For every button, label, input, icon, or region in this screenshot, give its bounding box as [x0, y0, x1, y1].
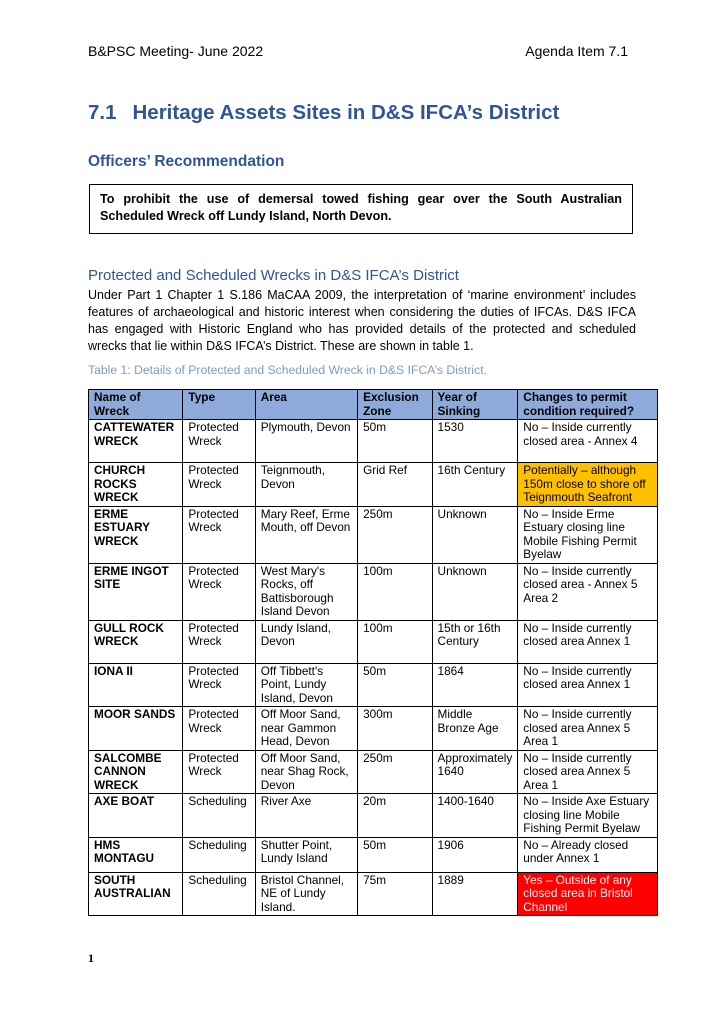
- header-changes: Changes to permit condition required?: [518, 390, 658, 420]
- cell-name: GULL ROCK WRECK: [89, 620, 183, 663]
- cell-year: Approximately 1640: [432, 750, 518, 794]
- table-row: [89, 620, 658, 663]
- cell-year: 1864: [432, 663, 518, 707]
- cell-type: Protected Wreck: [183, 506, 255, 563]
- cell-changes: No – Inside Erme Estuary closing line Mobile Fishing Permit Byelaw: [518, 506, 658, 563]
- cell-changes: No – Inside currently closed area Annex 1: [518, 663, 658, 707]
- table-row: [89, 837, 658, 872]
- cell-changes: No – Already closed under Annex 1: [518, 837, 658, 872]
- cell-year: 16th Century: [432, 463, 518, 507]
- cell-type: Protected Wreck: [183, 463, 255, 507]
- cell-type: Protected Wreck: [183, 620, 255, 663]
- cell-year: 15th or 16th Century: [432, 620, 518, 663]
- cell-zone: 250m: [358, 506, 432, 563]
- cell-name: AXE BOAT: [89, 794, 183, 838]
- cell-name: SALCOMBE CANNON WRECK: [89, 750, 183, 794]
- cell-type: Protected Wreck: [183, 420, 255, 463]
- page-number: 1: [88, 951, 94, 965]
- cell-changes: No – Inside currently closed area Annex 1: [518, 620, 658, 663]
- cell-zone: 50m: [358, 837, 432, 872]
- cell-changes: No – Inside currently closed area - Annex 4: [518, 420, 658, 463]
- cell-zone: 300m: [358, 707, 432, 751]
- wrecks-table: [88, 389, 658, 916]
- cell-area: Off Tibbett's Point, Lundy Island, Devon: [255, 663, 357, 707]
- cell-zone: 50m: [358, 420, 432, 463]
- header-year: Year of Sinking: [432, 390, 518, 420]
- cell-area: Lundy Island, Devon: [255, 620, 357, 663]
- cell-year: Unknown: [432, 506, 518, 563]
- section-heading: Protected and Scheduled Wrecks in D&S IFCA’s District: [88, 267, 459, 284]
- body-paragraph: Under Part 1 Chapter 1 S.186 MaCAA 2009, the interpretation of ‘marine environment’ includes features of archaeological and historic interest when considering the duties of IFCAs. D&S IFCA has engaged with Historic England who has provided details of the protected and scheduled wrecks that lie within D&S IFCA’s District. These are shown in table 1.: [88, 288, 636, 353]
- header-meeting: B&PSC Meeting- June 2022: [88, 43, 264, 59]
- cell-type: Protected Wreck: [183, 750, 255, 794]
- table-row: [89, 707, 658, 751]
- cell-name: CHURCH ROCKS WRECK: [89, 463, 183, 507]
- cell-area: West Mary's Rocks, off Battisborough Island Devon: [255, 563, 357, 620]
- cell-year: 1400-1640: [432, 794, 518, 838]
- cell-changes-text: Yes – Outside of any closed area in Bristol Channel: [523, 872, 633, 914]
- cell-type: Scheduling: [183, 794, 255, 838]
- cell-area: Bristol Channel, NE of Lundy Island.: [255, 872, 357, 916]
- cell-changes: No – Inside currently closed area Annex 5 Area 1: [518, 750, 658, 794]
- section-number: 7.1: [88, 101, 117, 124]
- recommendation-box: To prohibit the use of demersal towed fishing gear over the South Australian Scheduled Wreck off Lundy Island, North Devon.: [89, 184, 633, 234]
- table-row: [89, 872, 658, 916]
- cell-area: Shutter Point, Lundy Island: [255, 837, 357, 872]
- cell-name: ERME ESTUARY WRECK: [89, 506, 183, 563]
- cell-name: ERME INGOT SITE: [89, 563, 183, 620]
- table-row: [89, 563, 658, 620]
- cell-type: Scheduling: [183, 872, 255, 916]
- table-caption: Table 1: Details of Protected and Scheduled Wreck in D&S IFCA’s District.: [88, 363, 487, 377]
- cell-year: 1530: [432, 420, 518, 463]
- cell-name: IONA II: [89, 663, 183, 707]
- title-text: Heritage Assets Sites in D&S IFCA’s District: [132, 101, 560, 124]
- table-row: [89, 750, 658, 794]
- cell-zone: 20m: [358, 794, 432, 838]
- cell-type: Protected Wreck: [183, 663, 255, 707]
- cell-year: Unknown: [432, 563, 518, 620]
- cell-zone: 250m: [358, 750, 432, 794]
- cell-area: Off Moor Sand, near Gammon Head, Devon: [255, 707, 357, 751]
- cell-name: MOOR SANDS: [89, 707, 183, 751]
- cell-year: Middle Bronze Age: [432, 707, 518, 751]
- cell-area: Off Moor Sand, near Shag Rock, Devon: [255, 750, 357, 794]
- recommendation-heading: Officers’ Recommendation: [88, 153, 285, 170]
- cell-zone: 100m: [358, 563, 432, 620]
- cell-name: HMS MONTAGU: [89, 837, 183, 872]
- cell-area: Plymouth, Devon: [255, 420, 357, 463]
- cell-changes: No – Inside Axe Estuary closing line Mobile Fishing Permit Byelaw: [518, 794, 658, 838]
- table-row: [89, 463, 658, 507]
- table-row: [89, 663, 658, 707]
- cell-type: Protected Wreck: [183, 563, 255, 620]
- cell-zone: Grid Ref: [358, 463, 432, 507]
- table-row: [89, 794, 658, 838]
- header-area: Area: [255, 390, 357, 420]
- table-header-row: [89, 390, 658, 420]
- cell-name: SOUTH AUSTRALIAN: [89, 872, 183, 916]
- cell-name: CATTEWATER WRECK: [89, 420, 183, 463]
- cell-zone: 75m: [358, 872, 432, 916]
- page-title: [88, 101, 559, 125]
- cell-changes-highlight: Potentially – although 150m close to shore off Teignmouth Seafront: [518, 463, 658, 507]
- table-row: [89, 506, 658, 563]
- header-exclusion-zone: Exclusion Zone: [358, 390, 432, 420]
- cell-zone: 100m: [358, 620, 432, 663]
- header-agenda-item: Agenda Item 7.1: [525, 43, 628, 59]
- cell-year: 1889: [432, 872, 518, 916]
- cell-area: Teignmouth, Devon: [255, 463, 357, 507]
- cell-changes: No – Inside currently closed area - Annex 5 Area 2: [518, 563, 658, 620]
- cell-area: Mary Reef, Erme Mouth, off Devon: [255, 506, 357, 563]
- cell-year: 1906: [432, 837, 518, 872]
- cell-changes-highlight: [518, 872, 658, 916]
- cell-changes: No – Inside currently closed area Annex 5 Area 1: [518, 707, 658, 751]
- table-row: [89, 420, 658, 463]
- cell-type: Protected Wreck: [183, 707, 255, 751]
- cell-area: River Axe: [255, 794, 357, 838]
- header-name: Name of Wreck: [89, 390, 183, 420]
- header-type: Type: [183, 390, 255, 420]
- cell-zone: 50m: [358, 663, 432, 707]
- cell-type: Scheduling: [183, 837, 255, 872]
